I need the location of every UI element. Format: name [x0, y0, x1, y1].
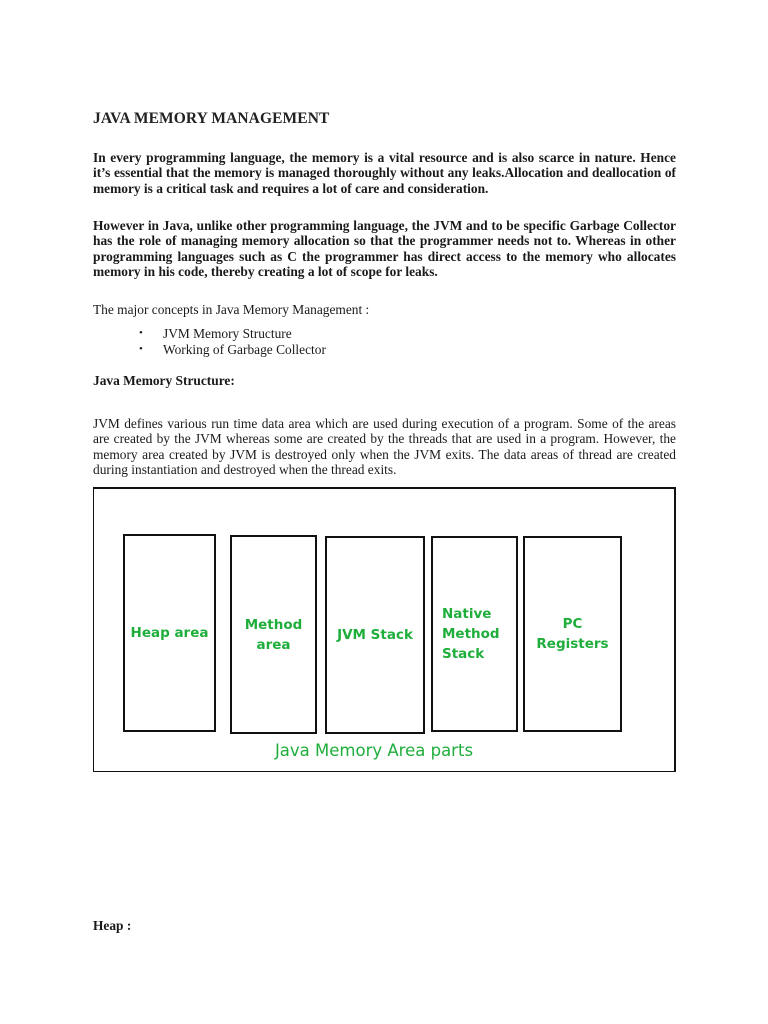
jvm-stack-box	[325, 536, 425, 734]
diagram-caption: Java Memory Area parts	[274, 741, 474, 760]
heap-area-label: Heap area	[130, 625, 209, 641]
bullet-icon: •	[139, 342, 143, 355]
pc-registers-label: PC Registers	[536, 616, 609, 652]
list-item-label: JVM Memory Structure	[163, 326, 292, 341]
heap-area-box	[123, 534, 216, 732]
list-item-label: Working of Garbage Collector	[163, 341, 326, 357]
memory-structure-paragraph: JVM defines various run time data area which are used during execution of a program. Some of the areas are created by the JVM whereas some are created by the threads that are used in a program. However, the memory area created by JVM is destroyed only when the JVM exits. The data areas of thread are created during instantiation and destroyed when the thread exits.	[93, 416, 676, 477]
list-item	[139, 326, 326, 342]
intro-paragraph: In every programming language, the memory is a vital resource and is also scarce in nature. Hence it’s essential that the memory is managed thoroughly without any leaks.Allocation and deallocation of memory is a critical task and requires a lot of care and consideration.	[93, 150, 676, 196]
bullet-icon: •	[139, 327, 143, 339]
method-area-label: Method area	[244, 616, 303, 653]
section-heading-heap: Heap :	[93, 918, 132, 933]
java-memory-paragraph: However in Java, unlike other programming language, the JVM and to be specific Garbage Collector has the role of managing memory allocation so that the programmer needs not to. Whereas in other programming languages such as C the programmer has direct access to the memory who allocates memory in his code, thereby creating a lot of scope for leaks.	[93, 218, 676, 279]
method-area-box	[230, 535, 317, 734]
native-method-stack-box	[431, 536, 518, 732]
pc-registers-box	[523, 536, 622, 732]
section-heading-memory-structure: Java Memory Structure:	[93, 373, 235, 388]
concepts-list	[139, 326, 326, 357]
memory-areas-diagram	[93, 487, 676, 772]
concepts-intro-line: The major concepts in Java Memory Management :	[93, 302, 370, 317]
document-title: JAVA MEMORY MANAGEMENT	[93, 110, 330, 127]
native-method-stack-label: Native Method Stack	[442, 606, 500, 662]
jvm-stack-label: JVM Stack	[337, 627, 413, 643]
list-item	[139, 342, 326, 358]
